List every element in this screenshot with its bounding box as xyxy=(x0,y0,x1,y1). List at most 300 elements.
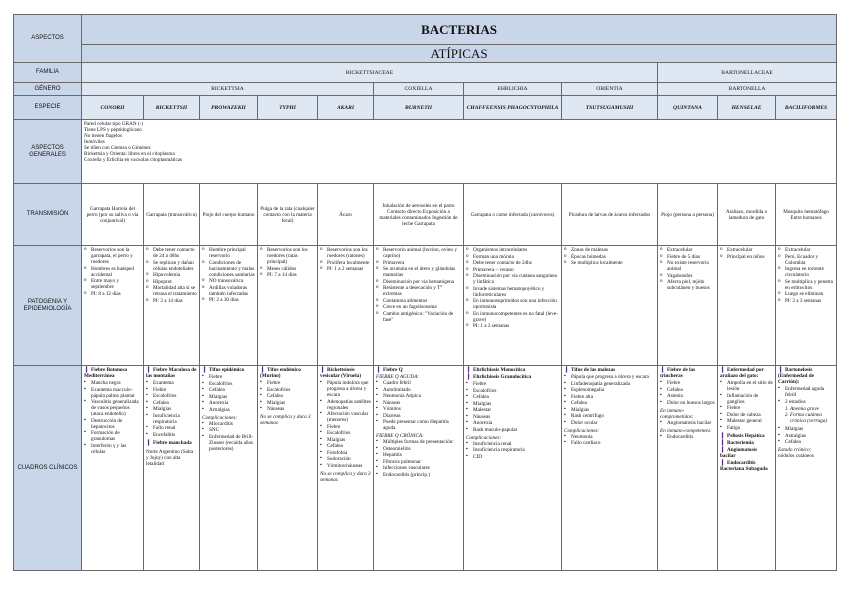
list-item: ▪ Rash maculo-papular xyxy=(473,427,559,433)
patogenia-akari xyxy=(318,246,374,366)
list-item: Inmóviles xyxy=(84,139,105,145)
cuadro-heads xyxy=(720,367,773,379)
label-familia: FAMILIA xyxy=(14,63,82,83)
list-item: ▪ Mialgias xyxy=(473,401,559,407)
cuadro-heading-text: Fiebre manchada xyxy=(153,439,192,446)
page-subtitle: ATÍPICAS xyxy=(82,45,837,63)
flag-icon: ❙ xyxy=(720,367,726,373)
list-item: ▪ Fotofobia xyxy=(327,450,371,456)
list-item: ▪ Vómitos xyxy=(383,406,461,412)
list-item: o Extracelular xyxy=(667,247,715,253)
label-patogenia: PATOGENIA Y EPIDEMIOLOGÍA xyxy=(14,246,82,366)
list-item: o Se multiplica localmente xyxy=(571,260,655,266)
list-item: o En inmunocompetentes es no fatal (leve-grave) xyxy=(473,311,559,323)
list-item: ▪ Dolor de cabeza xyxy=(727,412,773,418)
cuadro-heading-text: Ehrlichiosis Monocítica xyxy=(473,367,526,373)
list-item: o Meses cálidos xyxy=(267,266,315,272)
list-item: o Ardillas voladoras también infectadas xyxy=(209,285,255,297)
cuadro-tsutsugamushi xyxy=(562,366,658,571)
patogenia-list xyxy=(376,247,461,323)
list-item: o En inmunosuprimidos son una infección oportunista xyxy=(473,298,559,310)
label-transmision: TRANSMISIÓN xyxy=(14,184,82,246)
flag-icon: ❙ xyxy=(720,432,726,439)
list-item: ▪ Cefalea xyxy=(473,394,559,400)
list-item: ▪ 2 estadios xyxy=(785,399,834,405)
cuadro-heading xyxy=(202,367,255,373)
list-item: ▪ Cefalea xyxy=(267,393,315,399)
list-item: o Entre mayo y septiembre xyxy=(91,278,141,290)
list-item: o Resistente a desecación y T° extremas xyxy=(383,285,461,297)
list-item: o Perú, Ecuador y Colombia xyxy=(785,254,834,266)
list-item: ▪ Cefalea xyxy=(667,387,715,393)
inmunocompetentes-title: En inmuno-competentes: xyxy=(660,427,712,434)
list-item: No tienen flagelos xyxy=(84,133,123,139)
list-item: o NO transovárica xyxy=(209,278,255,284)
transmision-rickettsii: Garrapata (transovárica) xyxy=(144,184,200,246)
list-item: ▪ Mialgias xyxy=(153,406,197,412)
patogenia-list xyxy=(778,247,834,304)
genero-rickettsia: RICKETTSIA xyxy=(82,83,374,96)
complicaciones-list xyxy=(564,434,655,447)
fiebre-q-cronica-title: FIEBRE Q CRÓNICA: xyxy=(376,433,424,439)
patogenia-quintana xyxy=(658,246,718,366)
list-item: Se tiñen con Giemsa o Giménez xyxy=(84,145,151,151)
list-item: ▪ Ampolla en el sitio de lesión xyxy=(727,380,773,392)
patogenia-chaffeensis xyxy=(464,246,562,366)
list-item: o Contamina alimentos xyxy=(383,298,461,304)
especie-typhi: TYPHI xyxy=(258,96,318,120)
cuadro-heading-text: Enfermedad por arañazo del gato: xyxy=(720,367,764,379)
flag-icon: ❙ xyxy=(466,367,472,373)
list-item: o Principal en niños xyxy=(727,254,773,260)
especie-baciliformes: BACILIFORMES xyxy=(776,96,837,120)
transmision-chaffeensis: Garrapata o carne infectada (carnívoros) xyxy=(464,184,562,246)
list-item: o Zonas de malezas xyxy=(571,247,655,253)
cuadro-heads xyxy=(660,367,715,379)
list-item: ▪ Escalofríos xyxy=(153,393,197,399)
cuadro-heading xyxy=(720,447,773,459)
flag-icon: ❙ xyxy=(778,367,784,373)
cuadro-heads xyxy=(320,367,371,379)
list-item: ▪ Cefalea xyxy=(785,439,834,445)
list-item: o PI: 8 a 12 días xyxy=(91,291,141,297)
estadios-list xyxy=(778,406,834,425)
list-item: ▪ Exantema xyxy=(153,380,197,386)
transmision-henselae: Arañazo, mordida o lamedura de gato xyxy=(718,184,776,246)
label-genero: GÉNERO xyxy=(14,83,82,96)
inmunocompetentes-list xyxy=(660,434,715,440)
transmision-baciliformes: Mosquito hematófago Entre humanos xyxy=(776,184,837,246)
cuadro-list xyxy=(202,374,255,413)
cuadro-conorii xyxy=(82,366,144,571)
fiebre-q-aguda-title: FIEBRE Q AGUDA: xyxy=(376,374,420,380)
flag-icon: ❙ xyxy=(466,374,472,380)
especie-akari: AKARI xyxy=(318,96,374,120)
list-item: o Condiciones de hacinamiento y malas condiciones sanitarias xyxy=(209,260,255,278)
list-item: o Reservorios son los roedores (ratones) xyxy=(327,247,371,259)
list-item: o PI: 7 a 14 días xyxy=(267,272,315,278)
list-item: ▪ Exantema macculo-pápula palmo plantar xyxy=(91,387,141,399)
list-item: ▪ Escalofríos xyxy=(327,430,371,436)
patogenia-rickettsii xyxy=(144,246,200,366)
cuadro-heading-text: Endocarditis Bacteriana Subaguda xyxy=(720,459,768,472)
cuadro-heads xyxy=(146,440,197,446)
list-item: o Primavera xyxy=(383,260,461,266)
list-item: o Invade sistemas hematopoyético y linforreticulares xyxy=(473,286,559,298)
list-item: 1. Anemia grave xyxy=(790,406,834,412)
list-item: ▪ Enfermedad aguda febril xyxy=(785,386,834,398)
cuadro-list xyxy=(778,386,834,405)
patogenia-baciliformes xyxy=(776,246,837,366)
list-item: Tiene LPS y péptidoglicano xyxy=(84,127,142,133)
flag-icon: ❙ xyxy=(260,367,266,373)
flag-icon: ❙ xyxy=(564,367,570,373)
list-item: ▪ Pápula indolora que progresa a úlcera y escara xyxy=(327,380,371,398)
cuadro-heading xyxy=(720,433,773,439)
patogenia-list xyxy=(260,247,315,278)
cuadro-heads xyxy=(202,367,255,373)
list-item: ▪ Fiebre xyxy=(267,380,315,386)
list-item: ▪ Fiebre xyxy=(727,405,773,411)
list-item: ▪ Vasculitis generalizada de vasos pequeños (ataca endotelio) xyxy=(91,399,141,417)
list-item: o Se multiplica y penetra en eritrocitos xyxy=(785,279,834,291)
complicaciones-title: Complicaciones: xyxy=(466,434,502,441)
list-item: ▪ Endocarditis xyxy=(667,434,715,440)
patogenia-list xyxy=(84,247,141,297)
flag-icon: ❙ xyxy=(660,367,666,373)
patogenia-tsutsugamushi xyxy=(562,246,658,366)
list-item: ▪ Sudoración xyxy=(327,456,371,462)
list-item: ▪ Formación de granulomas xyxy=(91,430,141,442)
flag-icon: ❙ xyxy=(720,439,726,446)
list-item: ▪ Fiebre xyxy=(473,381,559,387)
label-aspectos: ASPECTOS xyxy=(14,15,82,63)
flag-icon: ❙ xyxy=(84,367,90,373)
transmision-akari: Ácaro xyxy=(318,184,374,246)
list-item: o Extracelular xyxy=(785,247,834,253)
cuadro-list xyxy=(720,380,773,431)
inmunocomprometidos-list xyxy=(660,420,715,426)
list-item: o Vagabundos xyxy=(667,273,715,279)
transmision-prowazekii: Piojo del cuerpo humano xyxy=(200,184,258,246)
flag-icon: ❙ xyxy=(320,367,326,373)
list-item: o PI: 1 a 2 semanas xyxy=(327,266,371,272)
list-item: ▪ Fallo renal xyxy=(153,425,197,431)
cuadro-list xyxy=(320,380,371,469)
flag-icon: ❙ xyxy=(376,367,382,373)
list-item: ▪ Neumonía Atípica xyxy=(383,393,461,399)
cuadro-rickettsii xyxy=(144,366,200,571)
cuadro-heading xyxy=(260,367,315,379)
list-item: ▪ Fiebre xyxy=(209,374,255,380)
list-item: ▪ Cefalea xyxy=(327,443,371,449)
cuadro-chaffeensis xyxy=(464,366,562,571)
patogenia-conorii xyxy=(82,246,144,366)
list-item: ▪ Fiebre alta xyxy=(571,394,655,400)
cuadro-list xyxy=(778,426,834,445)
list-item: ▪ Mialgias xyxy=(209,394,255,400)
list-item: ▪ Dolor en huesos largos xyxy=(667,400,715,406)
especie-rickettsii: RICKETTSII xyxy=(144,96,200,120)
cuadro-heading-text: Tifus endémico (Murino) xyxy=(260,367,301,379)
list-item: ▪ Astralgias xyxy=(785,433,834,439)
cuadro-heading-text: Fiebre Botonosa Mediterránea xyxy=(84,367,128,379)
transmision-typhi: Pulga de la rata (cualquier contacto con la materia fecal) xyxy=(258,184,318,246)
list-item: ▪ CID xyxy=(473,454,559,460)
transmision-quintana: Piojo (persona a persona) xyxy=(658,184,718,246)
cuadro-heads xyxy=(84,367,141,379)
list-item: ▪ Autolimitado xyxy=(383,387,461,393)
list-item: ▪ Anorexia xyxy=(473,420,559,426)
list-item: ▪ Interferón γ y las células xyxy=(91,443,141,455)
patogenia-list xyxy=(466,247,559,329)
transmision-burnetii: Inhalación de aerosoles en el parto Contacto directo Exposición a materiales contaminados Ingestión de leche Garrapata xyxy=(374,184,464,246)
patogenia-prowazekii xyxy=(200,246,258,366)
list-item: ▪ Náuseas xyxy=(383,400,461,406)
list-item: o PI: 2 a 14 días xyxy=(153,298,197,304)
cuadro-note: No se complica y dura 3 semanas xyxy=(260,414,311,426)
page-title: BACTERIAS xyxy=(82,15,837,45)
especie-conorii: CONORII xyxy=(82,96,144,120)
list-item: ▪ Rash centrífugo xyxy=(571,413,655,419)
list-item: 2. Forma cutánea crónica (verruga) xyxy=(790,412,834,424)
list-item: ▪ Miocarditis xyxy=(209,421,255,427)
list-item: ▪ Astenia xyxy=(667,393,715,399)
complicaciones-list xyxy=(466,441,559,460)
list-item: ▪ Adenopatías satélites regionales xyxy=(327,399,371,411)
list-item: ▪ Escalofríos xyxy=(209,381,255,387)
list-item: Pared celular tipo GRAN (-) xyxy=(84,121,144,127)
label-generales: ASPECTOS GENERALES xyxy=(14,120,82,184)
cuadro-heading xyxy=(466,367,559,373)
cuadro-heading-text: Peliosis Hepática xyxy=(727,432,765,439)
list-item: o Debe tener contacto de 24 a 48hs xyxy=(153,247,197,259)
list-item: o Extracelular xyxy=(727,247,773,253)
inmunocomprometidos-title: En inmuno-comprometidos: xyxy=(660,407,694,420)
list-item: o Se replican y dañan células endoteliales xyxy=(153,260,197,272)
cuadro-akari xyxy=(318,366,374,571)
cuadro-list xyxy=(260,380,315,412)
list-item: ▪ Múltiples formas de presentación: xyxy=(383,439,461,445)
complicaciones-title: Complicaciones: xyxy=(564,427,600,434)
list-item: ▪ Endocarditis (princip.) xyxy=(383,472,461,478)
list-item: o Luego se eliminan xyxy=(785,291,834,297)
cuadro-heading-text: Angiomatosis bacilar xyxy=(720,446,758,459)
cuadro-heading xyxy=(466,374,559,380)
list-item: ▪ Insuficiencia respiratoria xyxy=(473,447,559,453)
list-item: o No existe reservorio animal xyxy=(667,260,715,272)
list-item: o Debe tener contacto de 24hs xyxy=(473,260,559,266)
especie-quintana: QUINTANA xyxy=(658,96,718,120)
cuadro-heading-text: Fiebre Maculosa de las montañas xyxy=(146,367,197,379)
patogenia-list xyxy=(660,247,715,291)
list-item: o PI: 2 a 3 semanas xyxy=(785,298,834,304)
list-item: ▪ Mialgias xyxy=(571,407,655,413)
patogenia-list xyxy=(202,247,255,303)
list-item: o Mortalidad alta si se retrasa el tratamiento xyxy=(153,285,197,297)
bacteria-table xyxy=(13,14,837,571)
list-item: ▪ Hepatitis xyxy=(383,452,461,458)
cuadro-heading xyxy=(778,367,834,385)
cuadro-heading xyxy=(660,367,715,379)
list-item: ▪ Malestar xyxy=(473,407,559,413)
cuadro-heading xyxy=(564,367,655,373)
patogenia-burnetii xyxy=(374,246,464,366)
cuadro-burnetii xyxy=(374,366,464,571)
cuadro-heads xyxy=(778,367,834,385)
especie-henselae: HENSELAE xyxy=(718,96,776,120)
cuadro-heading xyxy=(376,367,461,373)
list-item: ▪ Mialgias xyxy=(327,437,371,443)
cuadro-list xyxy=(564,374,655,426)
list-item: o Afecta piel, tejido subcutáneo y huesos xyxy=(667,279,715,291)
cuadro-heading-text: Ehrlichiosis Granulocítica xyxy=(473,374,532,380)
list-item: o Reservorio animal (bovino, ovino y caprino) xyxy=(383,247,461,259)
genero-coxiella: COXIELLA xyxy=(374,83,464,96)
flag-icon: ❙ xyxy=(720,446,726,453)
cuadro-heading xyxy=(146,440,197,446)
cuadro-heading xyxy=(84,367,141,379)
familia-rickettsiaceae: RICKETTSIACEAE xyxy=(82,63,658,83)
label-especie: ESPECIE xyxy=(14,96,82,120)
list-item: o Hombre principal reservorio xyxy=(209,247,255,259)
cuadro-heads xyxy=(564,367,655,373)
cuadro-typhi xyxy=(258,366,318,571)
list-item: ▪ Diarreas xyxy=(383,413,461,419)
transmision-conorii: Garrapata Harreia del perro (por su saliva o vía conjuntival) xyxy=(82,184,144,246)
cuadro-heading-text: Rickettsiosis vesicular (Viruela) xyxy=(320,367,362,379)
list-item: ▪ Fibrosis pulmonar xyxy=(383,459,461,465)
list-item: ▪ Destrucción de hepatocitos xyxy=(91,418,141,430)
list-item: ▪ Afectación vascular (menores) xyxy=(327,411,371,423)
list-item: ▪ Náuseas xyxy=(473,414,559,420)
cuadro-heading-text: Fiebre de las trincheras xyxy=(660,367,696,379)
list-item: ▪ Fiebre xyxy=(667,380,715,386)
cuadro-heading-text: Bartonelosis (Enfermedad de Carrión): xyxy=(778,367,814,385)
list-item: o Diseminación por vía cutánea sanguínea y linfática xyxy=(473,273,559,285)
list-item: o Se acumula en el útero y glándulas mamarias xyxy=(383,266,461,278)
list-item: ▪ Inflamación de ganglios xyxy=(727,393,773,405)
list-item: o PI: 2 a 30 días xyxy=(209,297,255,303)
list-item: ▪ Neumonía xyxy=(571,434,655,440)
cuadro-heads xyxy=(146,367,197,379)
cuadro-heading-text: Tifus epidémico xyxy=(209,367,245,373)
list-item: ▪ Fiebre xyxy=(327,424,371,430)
list-item: o Prolifera localmente xyxy=(327,260,371,266)
cuadro-list xyxy=(466,381,559,433)
list-item: ▪ Malestar general xyxy=(727,418,773,424)
list-item: ▪ Insuficiencia renal xyxy=(473,441,559,447)
cuadro-heads xyxy=(466,367,559,380)
list-item: o Épocas húmedas xyxy=(571,254,655,260)
list-item: ▪ Fatiga xyxy=(727,425,773,431)
list-item: ▪ Enfermedad de Brill-Zinsser (recaída años posteriores) xyxy=(209,434,255,452)
generales-list xyxy=(84,121,834,163)
cuadro-heading-text: Tifus de las malezas xyxy=(571,367,616,373)
cuadro-heading-text: Bacteriemia xyxy=(727,439,754,446)
cuadro-heads xyxy=(720,433,773,472)
list-item: ▪ Vómitos/náuseas xyxy=(327,463,371,469)
list-item: ▪ Dolor ocular xyxy=(571,420,655,426)
especie-prowazekii: PROWAZEKII xyxy=(200,96,258,120)
cuadro-list xyxy=(146,380,197,438)
fiebre-q-cronica-list xyxy=(376,439,461,478)
familia-bartonellaceae: BARTONELLACEAE xyxy=(658,63,837,83)
list-item: ▪ Fallo cardíaco xyxy=(571,440,655,446)
cuadro-henselae xyxy=(718,366,776,571)
list-item: o Primavera – verano xyxy=(473,267,559,273)
list-item: ▪ Escalofríos xyxy=(473,388,559,394)
list-item: ▪ Infecciones vasculares xyxy=(383,465,461,471)
estado-cronico-note: nódulos cutáneos xyxy=(778,453,814,459)
list-item: ▪ Mialgias xyxy=(267,400,315,406)
list-item: ▪ Cefalea xyxy=(153,400,197,406)
generales-cell xyxy=(82,120,837,184)
list-item: o Reservorios son los roedores (ratas principal) xyxy=(267,247,315,265)
list-item: ▪ Náuseas xyxy=(267,406,315,412)
list-item: o Hipoprot. xyxy=(153,279,197,285)
flag-icon: ❙ xyxy=(720,459,726,466)
cuadro-heading xyxy=(320,367,371,379)
list-item: o Crece en un fagolisosoma xyxy=(383,304,461,310)
especie-chaffeensis: CHAFFEENSIS PHAGOCYTOPHILA xyxy=(464,96,562,120)
patogenia-list xyxy=(720,247,773,260)
list-item: ▪ Artralgias xyxy=(209,407,255,413)
list-item: ▪ Esplenomegalia xyxy=(571,387,655,393)
patogenia-list xyxy=(146,247,197,304)
cuadro-heading xyxy=(720,440,773,446)
complicaciones-title: Complicaciones: xyxy=(202,414,238,421)
genero-orientia: ORIENTIA xyxy=(562,83,658,96)
list-item: ▪ Escalofríos xyxy=(267,387,315,393)
list-item: Rickettsia y Orienta: libres en el citoplasma xyxy=(84,151,175,157)
list-item: ▪ Encefalitis xyxy=(153,432,197,438)
list-item: ▪ Mancha negra xyxy=(91,380,141,386)
especie-tsutsugamushi: TSUTSUGAMUSHI xyxy=(562,96,658,120)
list-item: ▪ Insuficiencia respiratoria xyxy=(153,413,197,425)
list-item: o Reservorios son la garrapata, el perro y roedores xyxy=(91,247,141,265)
estado-cronico-title: Estado crónico: xyxy=(778,447,812,453)
genero-ehrlichia: EHRLICHIA xyxy=(464,83,562,96)
list-item: o PI: 1 a 3 semanas xyxy=(473,323,559,329)
list-item: ▪ Osteomielitis xyxy=(383,446,461,452)
patogenia-list xyxy=(564,247,655,266)
cuadro-prowazekii xyxy=(200,366,258,571)
cuadro-heads xyxy=(260,367,315,379)
list-item: ▪ Cefalea xyxy=(571,400,655,406)
list-item: ▪ Anorexia xyxy=(209,400,255,406)
patogenia-list xyxy=(320,247,371,272)
patogenia-typhi xyxy=(258,246,318,366)
cuadro-baciliformes xyxy=(776,366,837,571)
cuadro-quintana xyxy=(658,366,718,571)
cuadro-heading-text: Fiebre Q xyxy=(383,367,403,373)
cuadro-heading xyxy=(146,367,197,379)
cuadro-list xyxy=(660,380,715,406)
list-item: o Cambio antigénico: "Variación de fase" xyxy=(383,311,461,323)
cuadro-heading xyxy=(720,367,773,379)
list-item: ▪ Linfadenopatía generalizada xyxy=(571,381,655,387)
cuadro-heading xyxy=(720,460,773,472)
list-item: ▪ Cuadro febril xyxy=(383,380,461,386)
label-cuadros: CUADROS CLÍNICOS xyxy=(14,366,82,571)
genero-bartonella: BARTONELLA xyxy=(658,83,837,96)
list-item: o Organismos intracelulares xyxy=(473,247,559,253)
flag-icon: ❙ xyxy=(146,439,152,446)
list-item: o Hipovolemia xyxy=(153,272,197,278)
especie-burnetii: BURNETII xyxy=(374,96,464,120)
cuadro-note: Norte Argentino (Salta y Jujuy) con alta letalidad xyxy=(146,448,194,467)
